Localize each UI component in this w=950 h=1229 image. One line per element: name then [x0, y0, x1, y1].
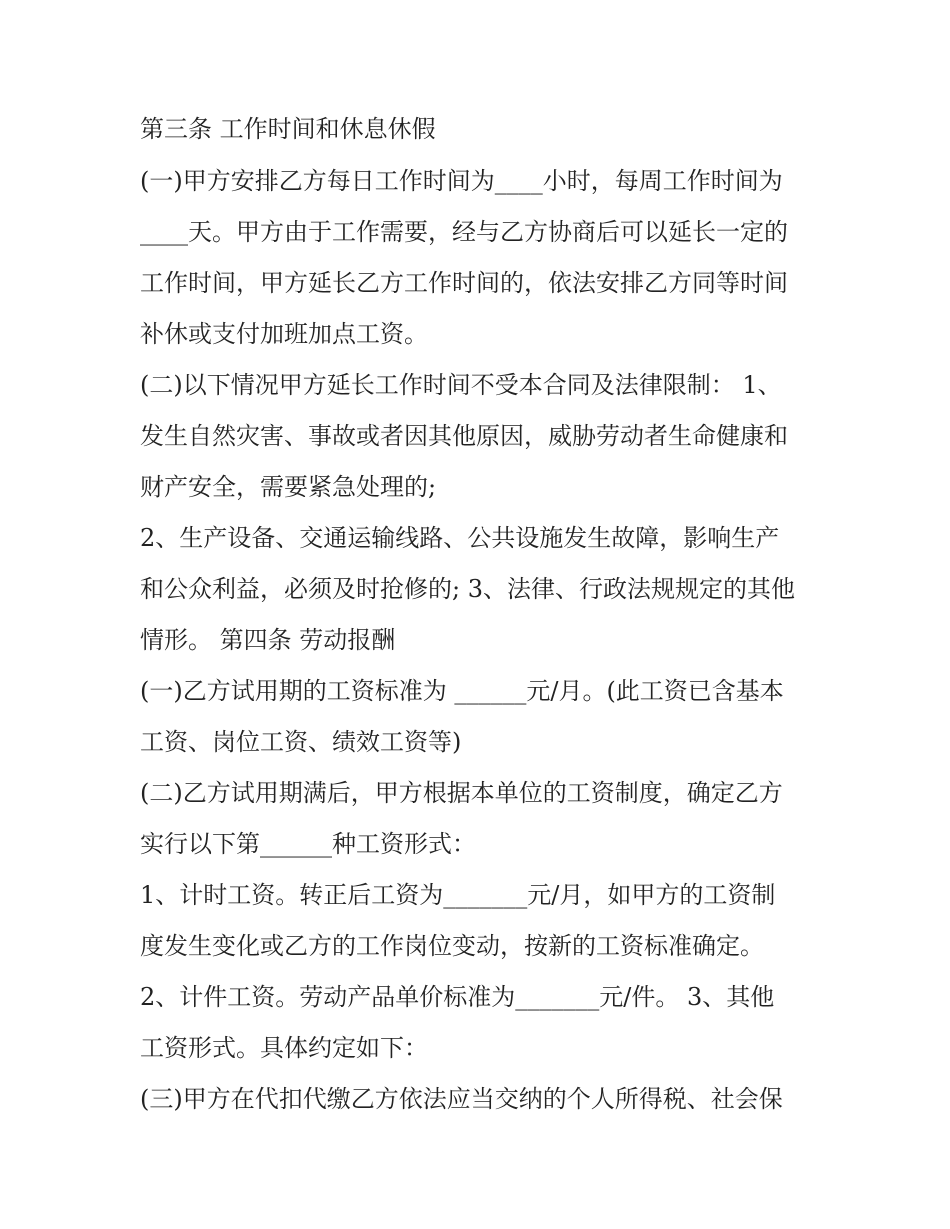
paragraph-line: ____天。甲方由于工作需要，经与乙方协商后可以延长一定的: [140, 218, 788, 246]
paragraph-line: 2、生产设备、交通运输线路、公共设施发生故障，影响生产: [140, 524, 780, 552]
paragraph-line: 实行以下第______种工资形式：: [140, 830, 476, 858]
paragraph-line: (二)以下情况甲方延长工作时间不受本合同及法律限制： 1、: [140, 371, 782, 399]
paragraph-line: 工资形式。具体约定如下：: [140, 1034, 428, 1062]
paragraph-line: (三)甲方在代扣代缴乙方依法应当交纳的个人所得税、社会保: [140, 1085, 783, 1113]
paragraph-line: 和公众利益，必须及时抢修的; 3、法律、行政法规规定的其他: [140, 575, 795, 603]
paragraph-line: 财产安全，需要紧急处理的;: [140, 473, 437, 501]
paragraph-line: 度发生变化或乙方的工作岗位变动，按新的工资标准确定。: [140, 932, 764, 960]
paragraph-line: 2、计件工资。劳动产品单价标准为_______元/件。 3、其他: [140, 983, 775, 1011]
paragraph-line: 情形。 第四条 劳动报酬: [140, 626, 396, 654]
paragraph-line: 1、计时工资。转正后工资为_______元/月，如甲方的工资制: [140, 881, 776, 909]
paragraph-line: 工资、岗位工资、绩效工资等): [140, 728, 462, 756]
paragraph-line: 发生自然灾害、事故或者因其他原因，威胁劳动者生命健康和: [140, 422, 788, 450]
paragraph-line: 工作时间，甲方延长乙方工作时间的，依法安排乙方同等时间: [140, 269, 788, 297]
paragraph-line: (一)乙方试用期的工资标准为 ______元/月。(此工资已含基本: [140, 677, 784, 705]
paragraph-line: (二)乙方试用期满后，甲方根据本单位的工资制度，确定乙方: [140, 779, 783, 807]
paragraph-line: (一)甲方安排乙方每日工作时间为____小时，每周工作时间为: [140, 167, 783, 195]
paragraph-line: 补休或支付加班加点工资。: [140, 320, 428, 348]
section-heading-article-3: 第三条 工作时间和休息休假: [140, 115, 436, 143]
